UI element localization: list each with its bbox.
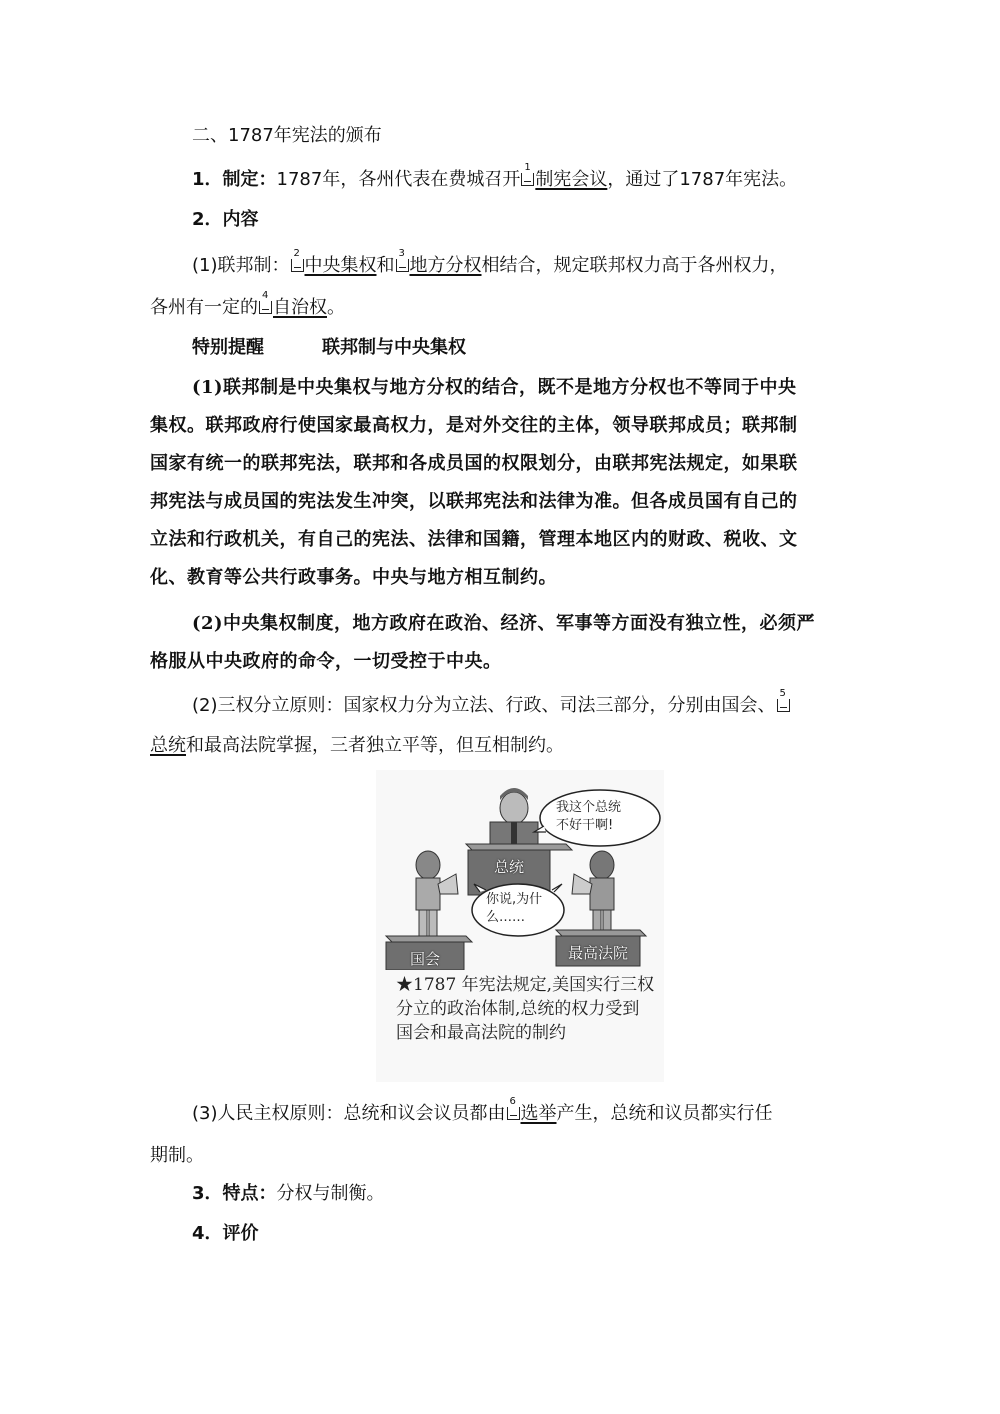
tip-title: 联邦制与中央集权: [322, 337, 466, 358]
blank-marker-icon: 5: [777, 699, 790, 712]
item-content-heading: [192, 208, 852, 232]
text: (2)三权分立原则：国家权力分为立法、行政、司法三部分，分别由国会、: [192, 695, 776, 716]
separation-line-2: [150, 734, 850, 758]
blank-marker-icon: 3: [396, 259, 409, 272]
federal-line-2: [150, 290, 850, 320]
tip-p1-line: 邦宪法与成员国的宪法发生冲突，以联邦宪法和法律为准。但各成员国有自己的: [150, 491, 798, 512]
fill-blank: [395, 248, 482, 276]
tip-label: 特别提醒: [192, 337, 264, 358]
item-text: ，通过了1787年宪法。: [607, 169, 798, 190]
tip-heading: [192, 336, 852, 360]
item-label: 2．内容: [192, 209, 259, 230]
congress-label: 国会: [409, 950, 440, 968]
item-features: [192, 1182, 852, 1206]
blank-answer: 制宪会议: [535, 169, 608, 190]
text: (3)人民主权原则：总统和议会议员都由: [192, 1103, 506, 1124]
subitem-label: (1)联邦制：: [192, 255, 290, 276]
court-label: 最高法院: [567, 944, 628, 962]
item-evaluation: [192, 1222, 852, 1246]
president-label: 总统: [493, 858, 524, 876]
text: 和最高法院掌握，三者独立平等，但互相制约。: [186, 735, 564, 756]
president-bubble-line: 不好干啊!: [556, 818, 614, 833]
item-text: 分权与制衡。: [276, 1183, 385, 1204]
separation-line-1: [192, 688, 852, 718]
item-label: 4．评价: [192, 1223, 259, 1244]
section-title: [192, 124, 852, 148]
federal-line-1: [192, 248, 852, 278]
blank-answer: 选举: [520, 1103, 557, 1124]
blank-answer: 中央集权: [304, 255, 377, 276]
tip-p1-line: 化、教育等公共行政事务。中央与地方相互制约。: [150, 567, 557, 588]
fill-blank: [258, 290, 327, 318]
fill-blank: [506, 1096, 557, 1124]
tip-p1-line: 立法和行政机关，有自己的宪法、法律和国籍，管理本地区内的财政、税收、文: [150, 529, 798, 550]
text: 期制。: [150, 1145, 204, 1166]
fill-blank: [290, 248, 377, 276]
sovereignty-line-2: [150, 1144, 850, 1168]
tip-p2-line: (2)中央集权制度，地方政府在政治、经济、军事等方面没有独立性，必须严: [192, 613, 816, 634]
item-text: 1787年，各州代表在费城召开: [276, 169, 521, 190]
blank-answer: 自治权: [273, 297, 327, 318]
blank-answer: 总统: [150, 735, 186, 756]
figure-caption: ★1787 年宪法规定,美国实行三权分立的政治体制,总统的权力受到国会和最高法院的制约: [396, 975, 655, 1043]
fill-blank: [520, 162, 608, 190]
item-label: 1．制定：: [192, 169, 277, 190]
blank-marker-icon: 6: [507, 1107, 520, 1120]
text: 。: [327, 297, 345, 318]
sovereignty-line-1: [192, 1096, 852, 1126]
text: 和: [376, 255, 395, 276]
blank-marker-icon: 2: [291, 259, 304, 272]
blank-marker-icon: 1: [521, 173, 534, 186]
tip-p1-line: 集权。联邦政府行使国家最高权力，是对外交往的主体，领导联邦成员；联邦制: [150, 415, 798, 436]
tip-p1-line: 国家有统一的联邦宪法，联邦和各成员国的权限划分，由联邦宪法规定，如果联: [150, 453, 798, 474]
text: 产生，总统和议员都实行任: [556, 1103, 773, 1124]
blank-marker-icon: 4: [259, 301, 272, 314]
center-bubble-line: 么……: [486, 910, 526, 925]
tip-p2-line: 格服从中央政府的命令，一切受控于中央。: [150, 651, 502, 672]
text: 各州有一定的: [150, 297, 258, 318]
fill-blank: [776, 688, 791, 716]
president-bubble-line: 我这个总统: [556, 800, 622, 815]
blank-answer: 地方分权: [409, 255, 482, 276]
text: 相结合，规定联邦权力高于各州权力，: [481, 255, 788, 276]
separation-of-powers-illustration: [376, 770, 664, 1082]
item-label: 3．特点：: [192, 1183, 277, 1204]
section-title-text: 二、1787年宪法的颁布: [192, 125, 382, 146]
tip-p1-line: (1)联邦制是中央集权与地方分权的结合，既不是地方分权也不等同于中央: [192, 377, 797, 398]
item-enactment: [192, 162, 852, 192]
center-bubble-line: 你说,为什: [486, 892, 543, 907]
